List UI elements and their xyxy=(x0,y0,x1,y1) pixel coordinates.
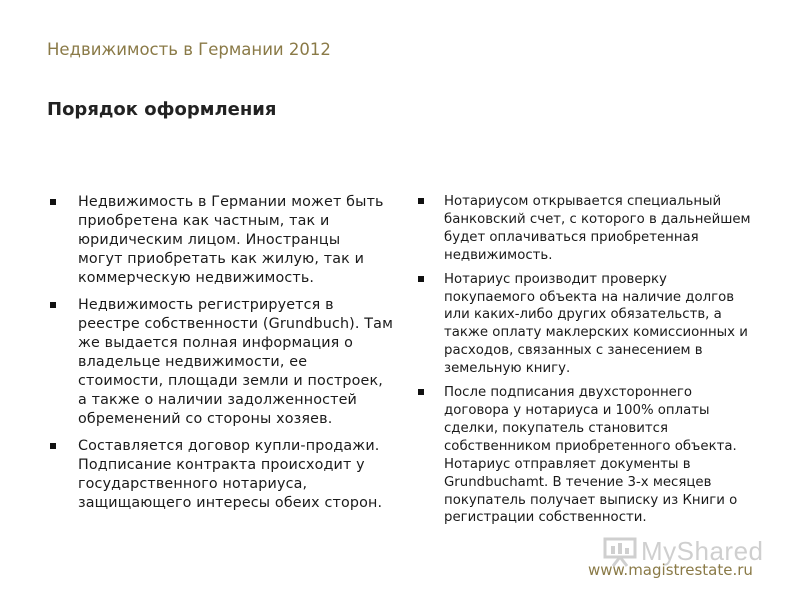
square-bullet-icon xyxy=(418,389,424,395)
square-bullet-icon xyxy=(50,302,56,308)
square-bullet-icon xyxy=(50,443,56,449)
document-title: Порядок оформления xyxy=(47,99,277,120)
right-column xyxy=(418,193,768,533)
bullet-item xyxy=(418,193,768,265)
bullet-text: Недвижимость в Германии может быть приобретена как частным, так и юридическим лицом. Иностранцы могут приобретать как жилую, так и коммерческую недвижимость. xyxy=(78,194,384,286)
footer-url[interactable]: www.magistrestate.ru xyxy=(588,561,753,579)
square-bullet-icon xyxy=(418,198,424,204)
bullet-text: Составляется договор купли-продажи. Подписание контракта происходит у государственного нотариуса, защищающего интересы обеих сторон. xyxy=(78,438,383,511)
square-bullet-icon xyxy=(418,276,424,282)
document-subtitle: Недвижимость в Германии 2012 xyxy=(47,40,331,59)
bullet-text: Нотариус производит проверку покупаемого объекта на наличие долгов или каких-либо других обязательств, а также оплату маклерских комиссионных и расходов, связанных с занесением в земельную книгу. xyxy=(444,271,748,377)
bullet-text: Недвижимость регистрируется в реестре собственности (Grundbuch). Там же выдается полная информация о владельце недвижимости, ее стоимости, площади земли и построек, а также о наличии задолженностей обременений со стороны хозяев. xyxy=(78,297,394,427)
square-bullet-icon xyxy=(50,199,56,205)
left-column xyxy=(50,193,395,521)
bullet-text: Нотариусом открывается специальный банковский счет, с которого в дальнейшем будет оплачиваться приобретенная недвижимость. xyxy=(444,194,751,263)
bullet-text: После подписания двухстороннего договора у нотариуса и 100% оплаты сделки, покупатель становится собственником приобретенного объекта. Нотариус отправляет документы в Grundbuchamt. В течение 3-х месяцев покупатель получает выписку из Книги о регистрации собственности. xyxy=(444,385,738,526)
watermark-text: MyShared xyxy=(641,536,764,566)
bullet-item xyxy=(50,193,395,288)
bullet-item xyxy=(50,296,395,429)
bullet-item xyxy=(50,437,395,513)
bullet-item xyxy=(418,271,768,378)
bullet-item xyxy=(418,384,768,527)
